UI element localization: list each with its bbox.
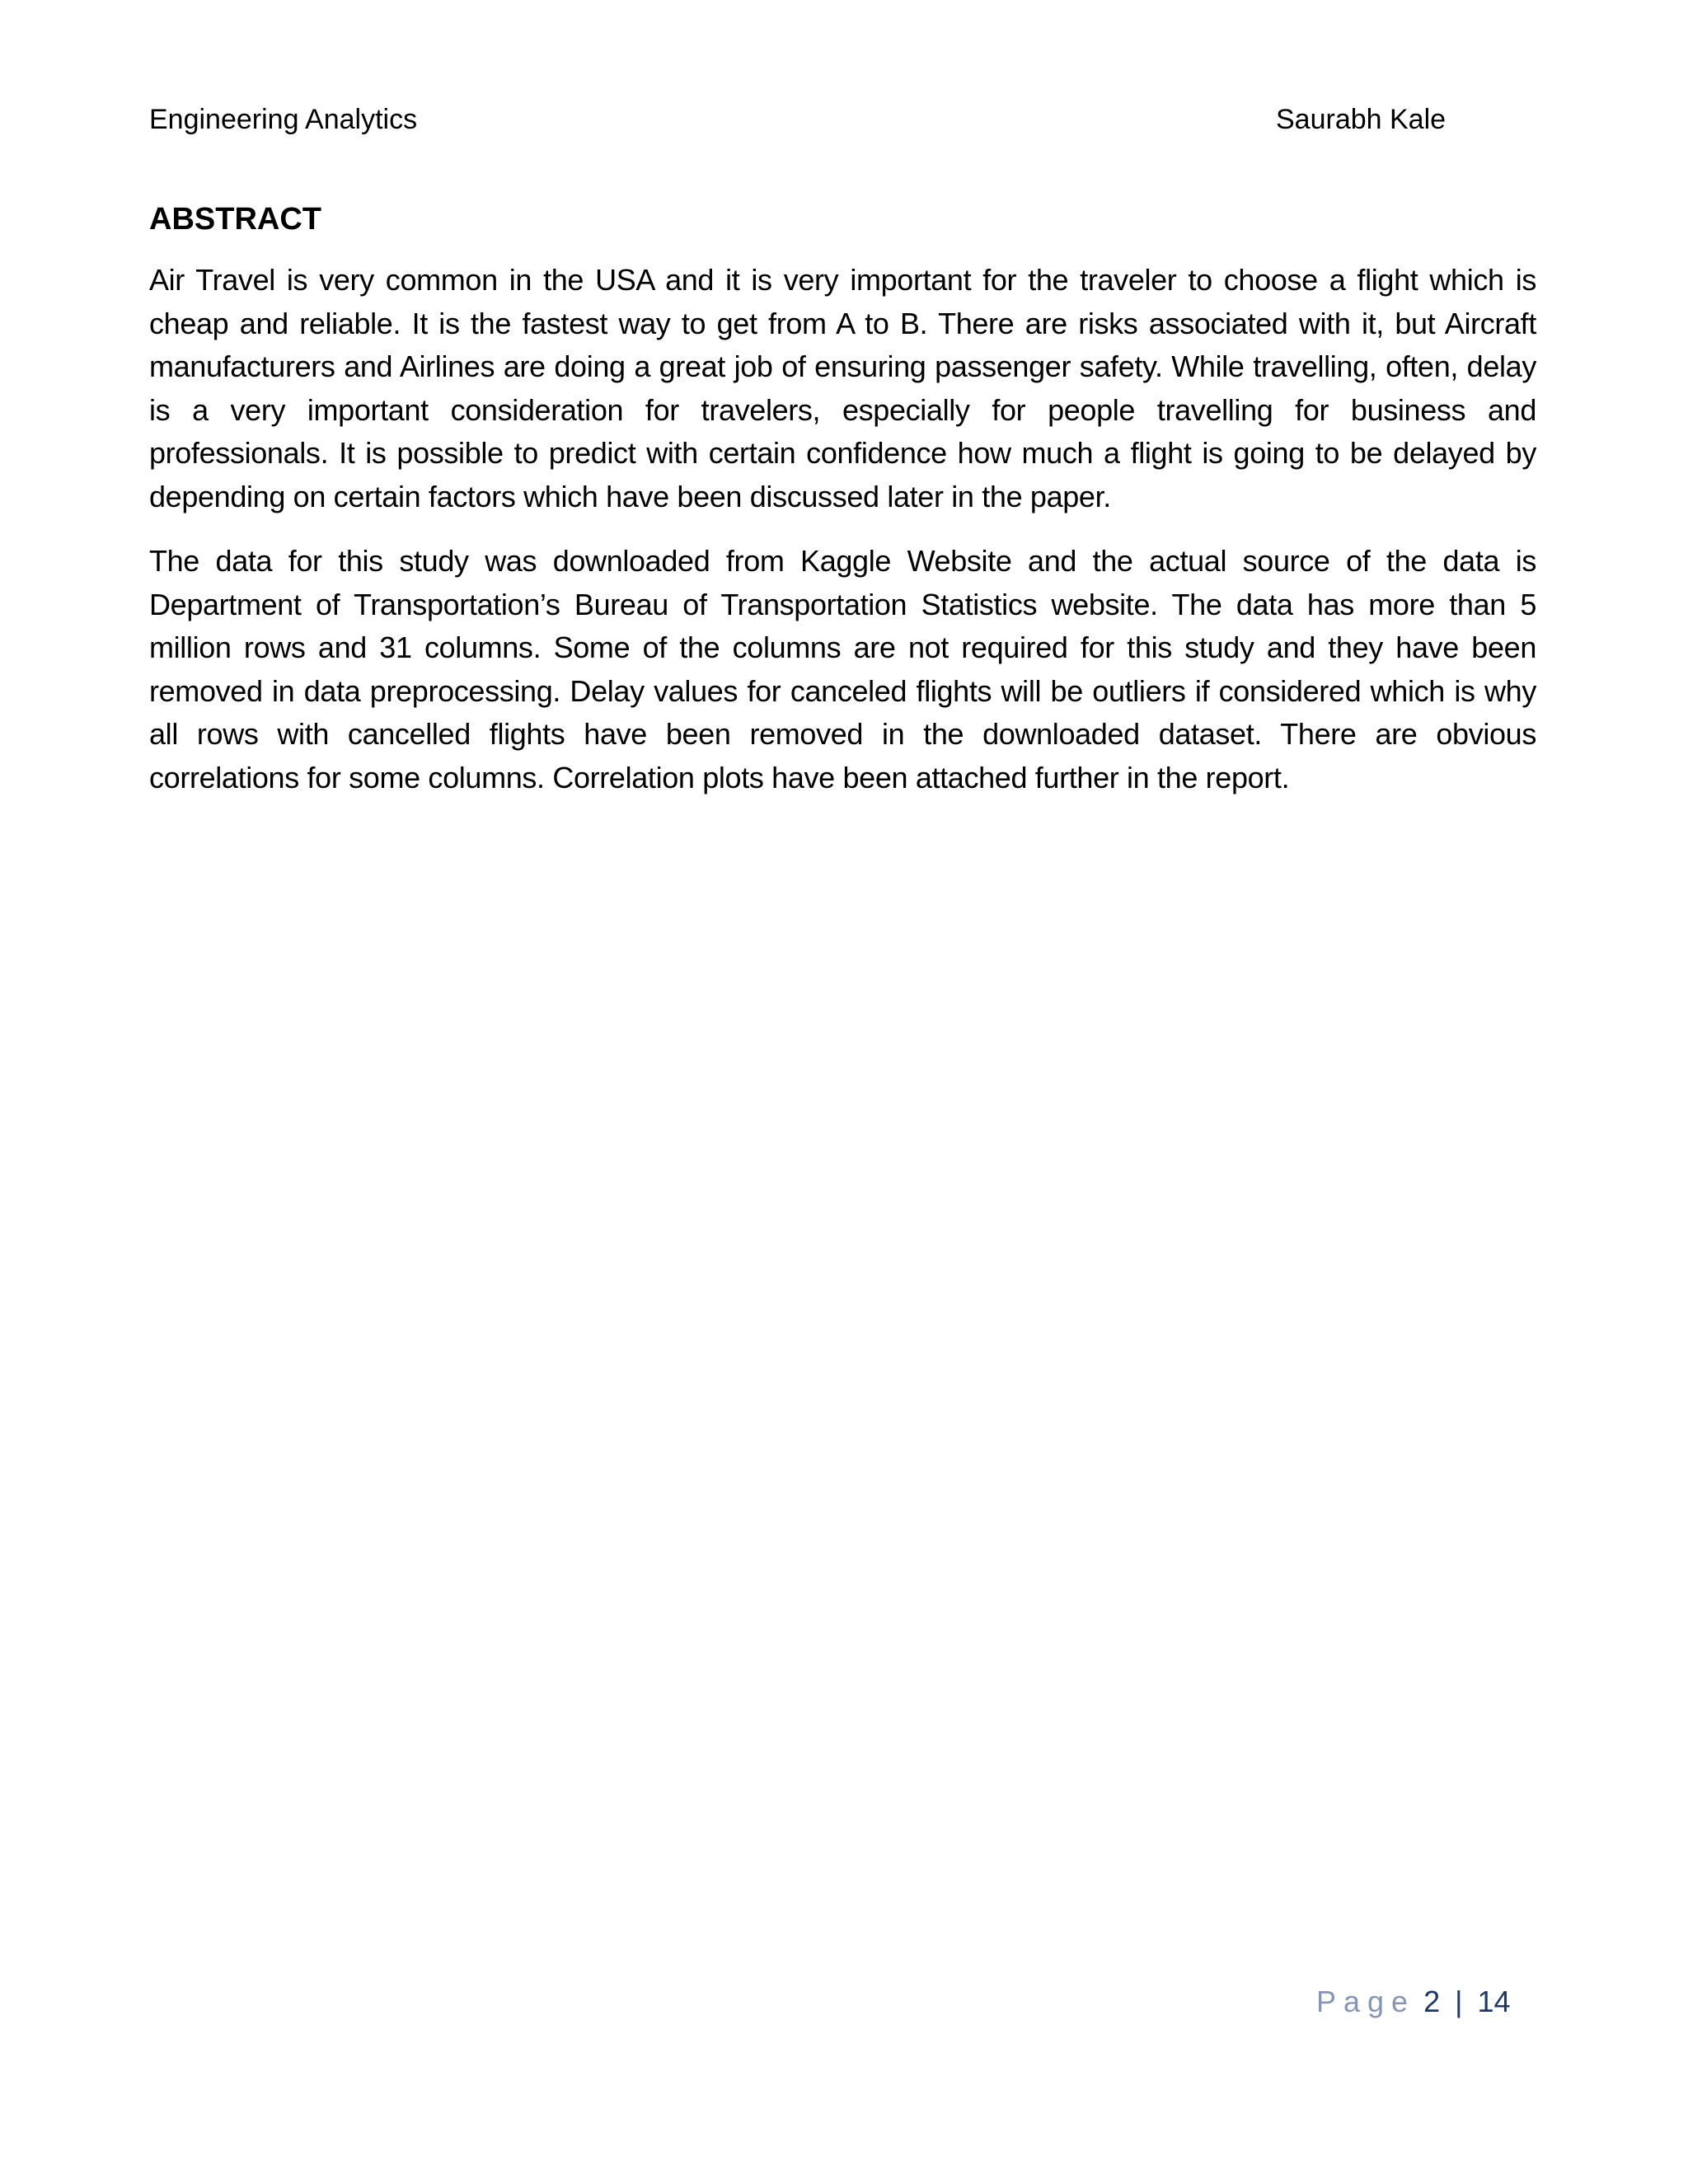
- page-footer: [1316, 1980, 1511, 2023]
- header-course-title: Engineering Analytics: [149, 104, 418, 135]
- abstract-paragraph-1: Air Travel is very common in the USA and it is very important for the traveler to choose a flight which is cheap and reliable. It is the fastest way to get from A to B. There are risks associated with it, but Aircraft manufacturers and Airlines are doing a great job of ensuring passenger safety. While travelling, often, delay is a very important consideration for travelers, especially for people travelling for business and professionals. It is possible to predict with certain confidence how much a flight is going to be delayed by depending on certain factors which have been discussed later in the paper.: [149, 263, 1536, 513]
- current-page-number: 2: [1423, 1985, 1441, 2018]
- total-page-count: 14: [1477, 1985, 1511, 2018]
- abstract-paragraph-2: The data for this study was downloaded from Kaggle Website and the actual source of the data is Department of Transportation’s Bureau of Transportation Statistics website. The data has more than 5 million rows and 31 columns. Some of the columns are not required for this study and they have been removed in data preprocessing. Delay values for canceled flights will be outliers if considered which is why all rows with cancelled flights have been removed in the downloaded dataset. There are obvious correlations for some columns. Correlation plots have been attached further in the report.: [149, 544, 1536, 794]
- page-word: Page: [1316, 1985, 1416, 2018]
- abstract-section: [149, 198, 1536, 821]
- header-author-name: Saurabh Kale: [1276, 104, 1447, 135]
- page-separator: |: [1455, 1985, 1463, 2018]
- page-header: [149, 101, 1447, 138]
- abstract-heading: ABSTRACT: [149, 202, 321, 237]
